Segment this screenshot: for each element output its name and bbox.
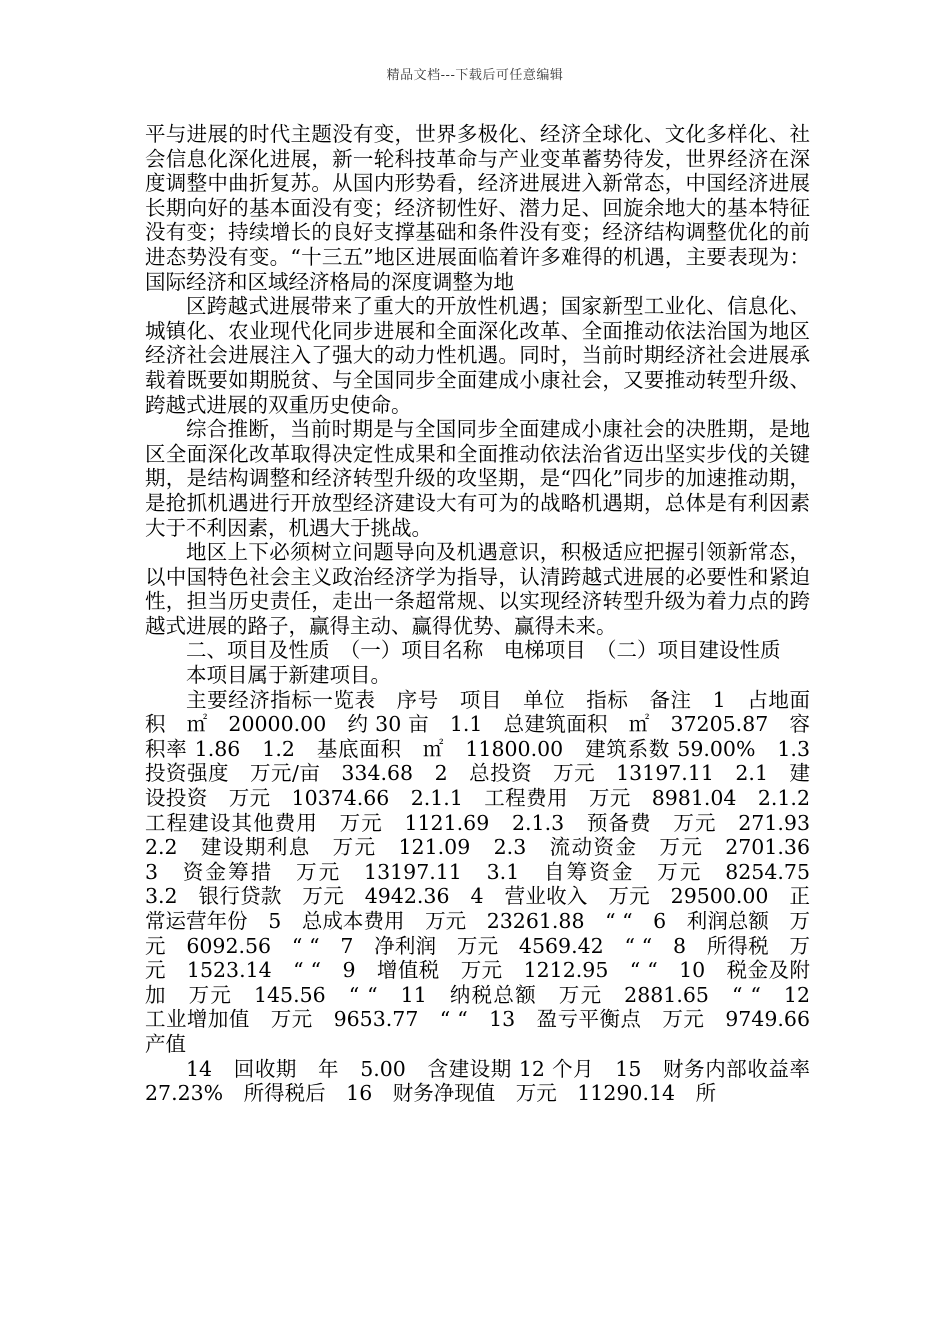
paragraph-1: 平与进展的时代主题没有变，世界多极化、经济全球化、文化多样化、社会信息化深化进展，新一轮科技革命与产业变革蓄势待发，世界经济在深度调整中曲折复苏。从国内形势看，经济进展进入新常态，中国经济进展长期向好的基本面没有变；经济韧性好、潜力足、回旋余地大的基本特征没有变；持续增长的良好支撑基础和条件没有变；经济结构调整优化的前进态势没有变。“十三五”地区进展面临着许多难得的机遇，主要表现为：国际经济和区域经济格局的深度调整为地 [145, 122, 810, 294]
section-heading: 二、项目及性质 （一）项目名称 电梯项目 （二）项目建设性质 [186, 638, 781, 663]
document-body [145, 122, 831, 1106]
page-header: 精品文档---下载后可任意编辑 [386, 68, 564, 83]
paragraph-2: 区跨越式进展带来了重大的开放性机遇；国家新型工业化、信息化、城镇化、农业现代化同步进展和全面深化改革、全面推动依法治国为地区经济社会进展注入了强大的动力性机遇。同时，当前时期经济社会进展承载着既要如期脱贫、与全国同步全面建成小康社会，又要推动转型升级、跨越式进展的双重历史使命。 [145, 294, 810, 417]
paragraph-project-type: 本项目属于新建项目。 [186, 663, 391, 688]
paragraph-4: 地区上下必须树立问题导向及机遇意识，积极适应把握引领新常态，以中国特色社会主义政治经济学为指导，认清跨越式进展的必要性和紧迫性，担当历史责任，走出一条超常规、以实现经济转型升级为着力点的跨越式进展的路子，赢得主动、赢得优势、赢得未来。 [145, 540, 810, 638]
indicator-table-text-continued: 14 回收期 年 5.00 含建设期 12 个月 15 财务内部收益率 27.23% 所得税后 16 财务净现值 万元 11290.14 所 [145, 1056, 831, 1106]
indicator-table-text: 主要经济指标一览表 序号 项目 单位 指标 备注 1 占地面积 ㎡ 20000.00 约 30 亩 1.1 总建筑面积 ㎡ 37205.87 容积率 1.86 1.2 基底面积 ㎡ 11800.00 建筑系数 59.00% 1.3 投资强度 万元/亩 334.68 2 总投资 万元 13197.11 2.1 建设投资 万元 10374.66 2.1.1 工程费用 万元 8981.04 2.1.2 工程建设其他费用 万元 1121.69 2.1.3 预备费 万元 271.93 2.2 建设期利息 万元 121.09 2.3 流动资金 万元 2701.36 3 资金筹措 万元 13197.11 3.1 自筹资金 万元 8254.75 3.2 银行贷款 万元 4942.36 4 营业收入 万元 29500.00 正常运营年份 5 总成本费用 万元 23261.88 “ “ 6 利润总额 万元 6092.56 “ “ 7 净利润 万元 4569.42 “ “ 8 所得税 万元 1523.14 “ “ 9 增值税 万元 1212.95 “ “ 10 税金及附加 万元 145.56 “ “ 11 纳税总额 万元 2881.65 “ “ 12 工业增加值 万元 9653.77 “ “ 13 盈亏平衡点 万元 9749.66 产值 [145, 687, 831, 1056]
paragraph-3: 综合推断，当前时期是与全国同步全面建成小康社会的决胜期，是地区全面深化改革取得决定性成果和全面推动依法治省迈出坚实步伐的关键期，是结构调整和经济转型升级的攻坚期，是“四化”同步的加速推动期，是抢抓机遇进行开放型经济建设大有可为的战略机遇期，总体是有利因素大于不利因素，机遇大于挑战。 [145, 417, 810, 540]
